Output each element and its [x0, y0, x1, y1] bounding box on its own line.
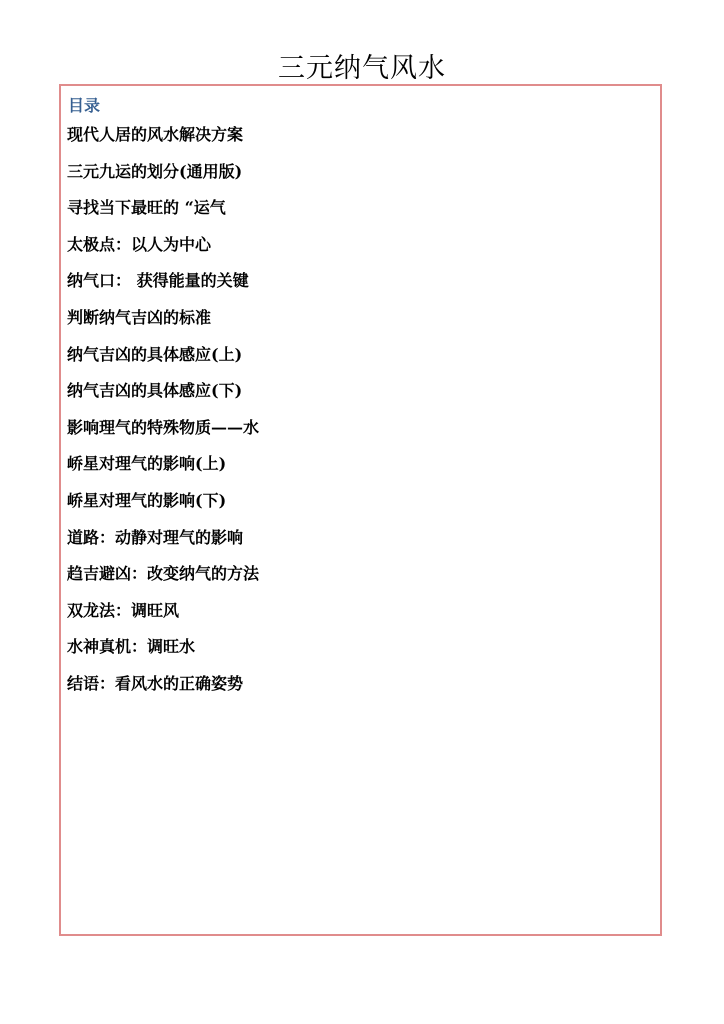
toc-heading: 目录 [68, 96, 101, 115]
toc-item[interactable]: 水神真机：调旺水 [67, 637, 196, 657]
toc-item[interactable]: 峤星对理气的影响(下) [67, 490, 227, 510]
toc-item[interactable]: 纳气吉凶的具体感应(上) [67, 344, 243, 364]
toc-item[interactable]: 纳气吉凶的具体感应(下) [67, 381, 243, 401]
toc-item[interactable]: 三元九运的划分(通用版) [67, 161, 243, 181]
toc-item[interactable]: 道路：动静对理气的影响 [67, 527, 244, 547]
toc-item[interactable]: 趋吉避凶：改变纳气的方法 [67, 564, 260, 584]
toc-item[interactable]: 判断纳气吉凶的标准 [67, 307, 212, 327]
toc-item[interactable]: 纳气口： 获得能量的关键 [67, 271, 249, 291]
toc-item[interactable]: 现代人居的风水解决方案 [67, 125, 244, 144]
toc-item[interactable]: 太极点：以人为中心 [67, 234, 212, 254]
toc-frame [59, 84, 662, 936]
toc-list [67, 126, 259, 712]
toc-item[interactable]: 结语：看风水的正确姿势 [67, 673, 244, 693]
document-title: 三元纳气风水 [278, 53, 446, 84]
toc-item[interactable]: 双龙法：调旺风 [67, 600, 180, 620]
toc-item[interactable]: 影响理气的特殊物质——水 [67, 417, 260, 437]
toc-item[interactable]: 峤星对理气的影响(上) [67, 454, 227, 474]
toc-item[interactable]: 寻找当下最旺的 “运气 [67, 198, 226, 218]
